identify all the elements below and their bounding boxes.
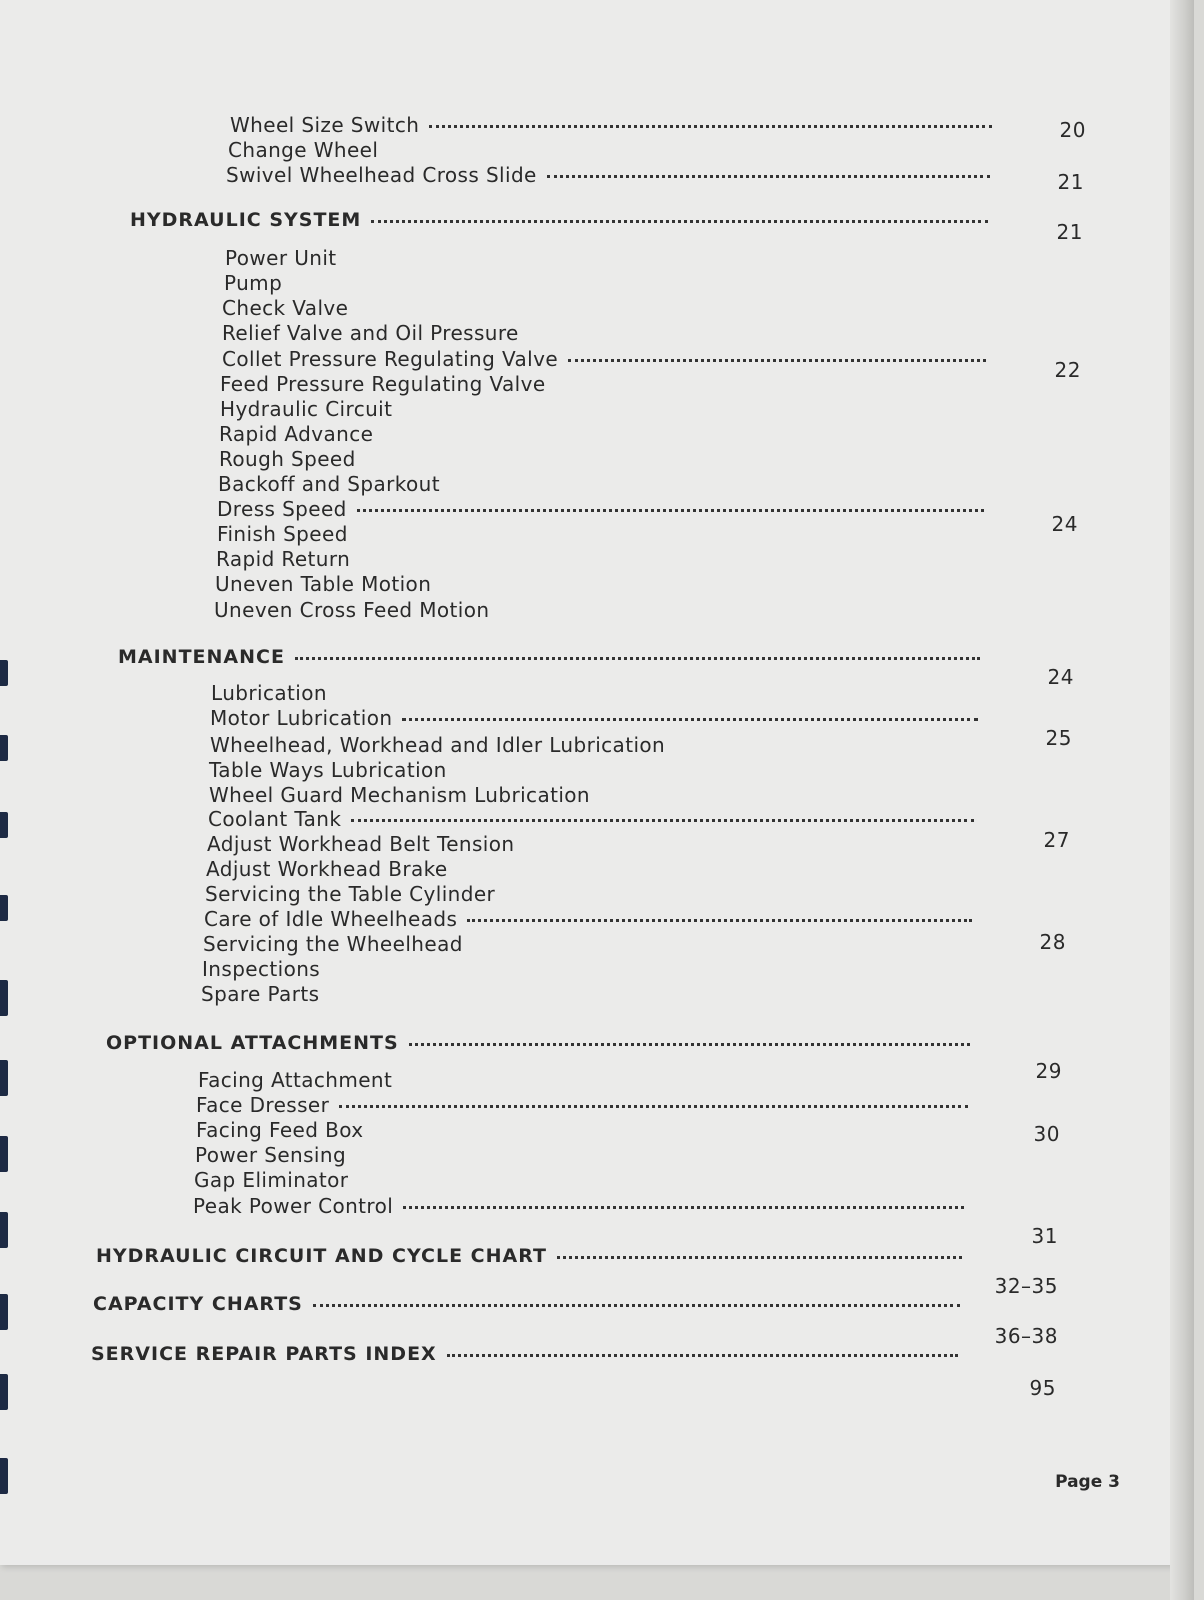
toc-entry bbox=[225, 245, 925, 271]
toc-page-number: 36–38 bbox=[994, 1324, 1058, 1348]
dot-leader bbox=[547, 175, 990, 178]
toc-entry-label: Facing Attachment bbox=[198, 1068, 393, 1092]
toc-entry bbox=[215, 571, 915, 597]
toc-entry bbox=[205, 881, 905, 907]
toc-page-number: 21 bbox=[1057, 170, 1084, 194]
toc-page-number: 20 bbox=[1059, 118, 1086, 142]
toc-entry-label: Wheelhead, Workhead and Idler Lubrication bbox=[210, 733, 666, 757]
toc-page-number: 95 bbox=[1029, 1376, 1056, 1400]
toc-entry bbox=[196, 1092, 976, 1118]
toc-entry-label: Lubrication bbox=[211, 681, 327, 705]
toc-entry bbox=[193, 1193, 972, 1219]
dot-leader bbox=[351, 819, 974, 822]
toc-entry-label: Gap Eliminator bbox=[194, 1168, 349, 1192]
dot-leader bbox=[402, 718, 978, 721]
toc-section-heading bbox=[130, 207, 996, 233]
toc-entry-label: Adjust Workhead Brake bbox=[206, 857, 448, 881]
toc-entry-label: Wheel Size Switch bbox=[230, 113, 420, 137]
toc-page-number: 21 bbox=[1056, 220, 1083, 244]
toc-entry-label: Dress Speed bbox=[217, 497, 347, 521]
toc-entry bbox=[209, 757, 909, 783]
toc-entry-label: Peak Power Control bbox=[193, 1194, 394, 1218]
toc-entry-label: MAINTENANCE bbox=[118, 646, 285, 668]
toc-entry bbox=[203, 931, 903, 957]
toc-entry bbox=[219, 421, 919, 447]
toc-entry-label: Coolant Tank bbox=[208, 807, 342, 831]
toc-page-number: 28 bbox=[1039, 930, 1066, 954]
toc-page-number: 29 bbox=[1035, 1059, 1062, 1083]
toc-page-number: 24 bbox=[1051, 512, 1078, 536]
toc-entry bbox=[228, 137, 928, 163]
toc-entry bbox=[201, 981, 901, 1007]
toc-entry-label: Adjust Workhead Belt Tension bbox=[207, 832, 515, 856]
toc-entry-label: Inspections bbox=[202, 957, 321, 981]
dot-leader bbox=[371, 220, 988, 223]
toc-page-number: 22 bbox=[1054, 358, 1081, 382]
toc-entry bbox=[210, 705, 986, 731]
toc-entry-label: HYDRAULIC CIRCUIT AND CYCLE CHART bbox=[96, 1245, 547, 1267]
toc-entry bbox=[224, 270, 924, 296]
toc-entry bbox=[204, 906, 980, 932]
toc-page-number: 24 bbox=[1047, 665, 1074, 689]
toc-section-heading bbox=[118, 644, 988, 670]
toc-entry-label: Backoff and Sparkout bbox=[218, 472, 440, 496]
toc-entry-label: Swivel Wheelhead Cross Slide bbox=[226, 163, 537, 187]
toc-entry-label: CAPACITY CHARTS bbox=[93, 1293, 303, 1315]
toc-entry-label: OPTIONAL ATTACHMENTS bbox=[106, 1032, 399, 1054]
toc-entry-label: Spare Parts bbox=[201, 982, 320, 1006]
toc-entry bbox=[217, 496, 992, 522]
toc-entry-label: Hydraulic Circuit bbox=[220, 397, 393, 421]
toc-entry bbox=[222, 295, 922, 321]
dot-leader bbox=[429, 125, 992, 128]
toc-entry-label: Facing Feed Box bbox=[196, 1118, 364, 1142]
dot-leader bbox=[403, 1206, 964, 1209]
dot-leader bbox=[339, 1105, 968, 1108]
toc-entry-label: Servicing the Table Cylinder bbox=[205, 882, 496, 906]
toc-section-heading bbox=[93, 1291, 968, 1317]
page-number-footer: Page 3 bbox=[1055, 1472, 1120, 1492]
toc-entry-label: Rough Speed bbox=[219, 447, 356, 471]
dot-leader bbox=[357, 509, 984, 512]
toc-entry bbox=[196, 1117, 896, 1143]
toc-entry-label: Change Wheel bbox=[228, 138, 379, 162]
toc-entry-label: Servicing the Wheelhead bbox=[203, 932, 463, 956]
toc-entry bbox=[216, 546, 916, 572]
toc-entry-label: Rapid Return bbox=[216, 547, 351, 571]
toc-page-number: 25 bbox=[1045, 726, 1072, 750]
toc-entry-label: Rapid Advance bbox=[219, 422, 374, 446]
toc-entry-label: SERVICE REPAIR PARTS INDEX bbox=[91, 1343, 437, 1365]
toc-entry bbox=[214, 597, 914, 623]
toc-entry bbox=[195, 1142, 895, 1168]
toc-entry bbox=[230, 112, 1000, 138]
toc-entry-label: Check Valve bbox=[222, 296, 349, 320]
toc-entry-label: Relief Valve and Oil Pressure bbox=[222, 321, 519, 345]
dot-leader bbox=[568, 359, 986, 362]
dot-leader bbox=[467, 919, 972, 922]
toc-entry bbox=[210, 732, 910, 758]
toc-page-number: 32–35 bbox=[994, 1274, 1058, 1298]
toc-entry bbox=[208, 806, 982, 832]
toc-entry-label: Uneven Cross Feed Motion bbox=[214, 598, 490, 622]
toc-entry bbox=[202, 956, 902, 982]
toc-section-heading bbox=[96, 1243, 970, 1269]
toc-entry-label: Motor Lubrication bbox=[210, 706, 393, 730]
toc-entry-label: Wheel Guard Mechanism Lubrication bbox=[209, 783, 591, 807]
toc-entry bbox=[226, 162, 998, 188]
toc-page-number: 30 bbox=[1033, 1122, 1060, 1146]
dot-leader bbox=[313, 1304, 960, 1307]
dot-leader bbox=[557, 1256, 962, 1259]
toc-section-heading bbox=[106, 1030, 978, 1056]
toc-entry bbox=[207, 831, 907, 857]
toc-entry-label: Care of Idle Wheelheads bbox=[204, 907, 458, 931]
toc-entry bbox=[217, 521, 917, 547]
toc-entry-label: Power Unit bbox=[225, 246, 337, 270]
dot-leader bbox=[409, 1043, 970, 1046]
toc-entry-label: Power Sensing bbox=[195, 1143, 347, 1167]
toc-entry-label: Table Ways Lubrication bbox=[209, 758, 447, 782]
toc-entry-label: HYDRAULIC SYSTEM bbox=[130, 209, 362, 231]
toc-entry-label: Face Dresser bbox=[196, 1093, 330, 1117]
toc-entry bbox=[211, 680, 911, 706]
toc-page-number: 31 bbox=[1031, 1224, 1058, 1248]
toc-entry bbox=[218, 471, 918, 497]
toc-entry bbox=[198, 1067, 898, 1093]
toc-entry bbox=[220, 396, 920, 422]
toc-entry bbox=[220, 371, 920, 397]
toc-entry bbox=[219, 446, 919, 472]
toc-entry bbox=[209, 782, 909, 808]
toc-entry-label: Pump bbox=[224, 271, 283, 295]
toc-entry bbox=[194, 1167, 894, 1193]
toc-entry bbox=[222, 320, 922, 346]
toc-entry-label: Collet Pressure Regulating Valve bbox=[222, 347, 559, 371]
toc-entry-label: Finish Speed bbox=[217, 522, 348, 546]
dot-leader bbox=[295, 657, 980, 660]
toc-section-heading bbox=[91, 1341, 966, 1367]
toc-entry-label: Uneven Table Motion bbox=[215, 572, 432, 596]
toc-entry bbox=[222, 346, 994, 372]
dot-leader bbox=[447, 1354, 958, 1357]
toc-page-number: 27 bbox=[1043, 828, 1070, 852]
toc-entry-label: Feed Pressure Regulating Valve bbox=[220, 372, 546, 396]
toc-entry bbox=[206, 856, 906, 882]
